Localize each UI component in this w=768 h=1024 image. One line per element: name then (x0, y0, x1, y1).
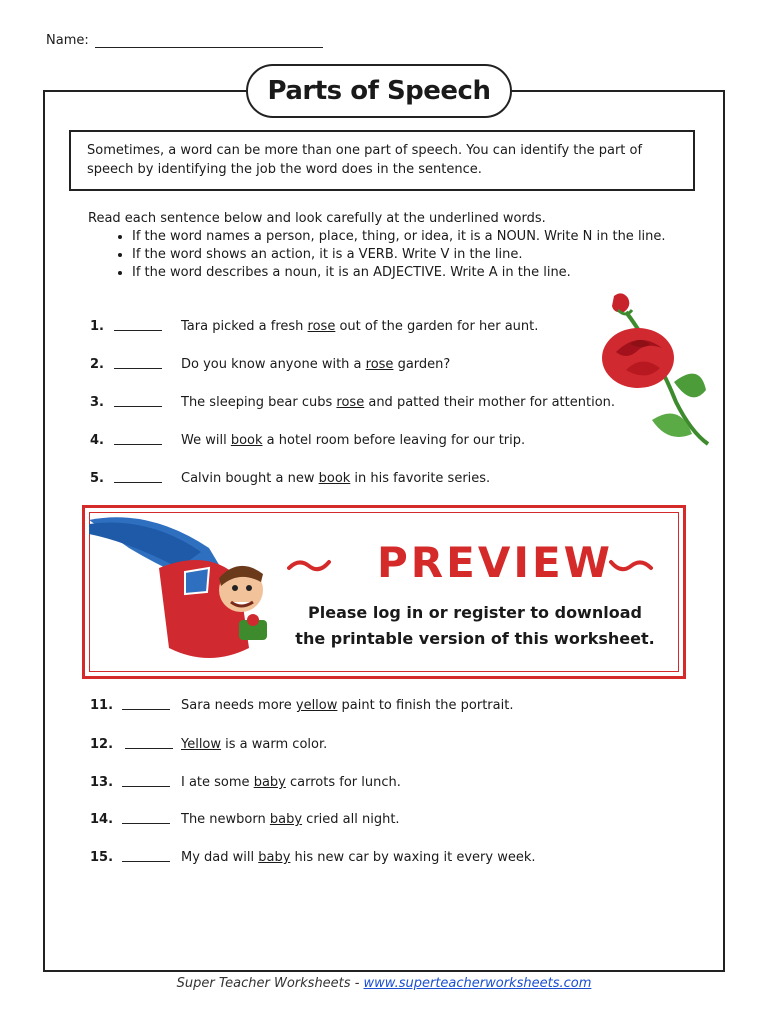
preview-message (295, 600, 655, 652)
instruction-noun: • If the word names a person, place, thing, or idea, it is a NOUN. Write N in the line. (132, 228, 708, 246)
instruction-verb: • If the word shows an action, it is a VERB. Write V in the line. (132, 246, 708, 264)
preview-line-2: the printable version of this worksheet. (295, 629, 655, 648)
footer-brand: Super Teacher Worksheets (176, 976, 351, 991)
question-number: 11. (90, 698, 114, 713)
preview-line-1: Please log in or register to download (308, 603, 642, 622)
intro-text: Sometimes, a word can be more than one part of speech. You can identify the part of speech by identifying the job the word does in the sentence. (87, 143, 643, 177)
question-sentence: Sara needs more yellow paint to finish the portrait. (181, 698, 514, 713)
question-sentence: My dad will baby his new car by waxing it every week. (181, 850, 536, 865)
underlined-word: baby (269, 812, 303, 827)
name-row (46, 33, 323, 48)
preview-banner[interactable] (82, 505, 686, 679)
question-number: 2. (90, 357, 104, 372)
question-sentence: Calvin bought a new book in his favorite series. (181, 471, 491, 486)
question-number: 12. (90, 737, 114, 752)
answer-blank[interactable] (114, 394, 162, 407)
instruction-adjective: • If the word describes a noun, it is an ADJECTIVE. Write A in the line. (132, 264, 708, 282)
page-title: Parts of Speech (267, 76, 491, 106)
question-number: 13. (90, 775, 114, 790)
answer-blank[interactable] (125, 736, 173, 749)
question-sentence: The newborn baby cried all night. (181, 812, 400, 827)
title-pill (246, 64, 512, 118)
underlined-word: yellow (295, 698, 338, 713)
question-number: 15. (90, 850, 114, 865)
underlined-word: book (230, 433, 263, 448)
underlined-word: rose (365, 357, 394, 372)
underlined-word: rose (307, 319, 336, 334)
instructions-list (88, 228, 708, 282)
underlined-word: baby (258, 850, 291, 865)
footer-separator: - (350, 976, 364, 991)
underlined-word: Yellow (181, 737, 222, 752)
left-swash-icon (287, 556, 331, 574)
rose-icon (596, 292, 714, 450)
preview-title: PREVIEW (377, 538, 613, 587)
question-sentence: Tara picked a fresh rose out of the garden for her aunt. (181, 319, 539, 334)
answer-blank[interactable] (114, 318, 162, 331)
question-number: 14. (90, 812, 114, 827)
answer-blank[interactable] (122, 811, 170, 824)
question-sentence: I ate some baby carrots for lunch. (181, 775, 401, 790)
answer-blank[interactable] (114, 432, 162, 445)
instructions-lead: Read each sentence below and look carefully at the underlined words. (88, 211, 546, 226)
instructions (88, 210, 708, 282)
answer-blank[interactable] (122, 774, 170, 787)
answer-blank[interactable] (114, 470, 162, 483)
underlined-word: book (318, 471, 351, 486)
question-sentence: Do you know anyone with a rose garden? (181, 357, 451, 372)
footer-link[interactable]: www.superteacherworksheets.com (363, 976, 592, 991)
answer-blank[interactable] (122, 849, 170, 862)
right-swash-icon (609, 556, 653, 574)
question-number: 4. (90, 433, 104, 448)
name-blank[interactable] (95, 34, 323, 48)
intro-box (69, 130, 695, 191)
underlined-word: rose (336, 395, 365, 410)
name-label: Name: (46, 33, 89, 48)
underlined-word: baby (253, 775, 286, 790)
question-sentence: We will book a hotel room before leaving for our trip. (181, 433, 526, 448)
question-number: 3. (90, 395, 104, 410)
question-sentence: Yellow is a warm color. (181, 737, 328, 752)
footer (0, 976, 768, 991)
question-number: 5. (90, 471, 104, 486)
question-sentence: The sleeping bear cubs rose and patted their mother for attention. (181, 395, 616, 410)
superhero-mascot-icon (89, 508, 299, 674)
answer-blank[interactable] (114, 356, 162, 369)
question-number: 1. (90, 319, 104, 334)
answer-blank[interactable] (122, 697, 170, 710)
